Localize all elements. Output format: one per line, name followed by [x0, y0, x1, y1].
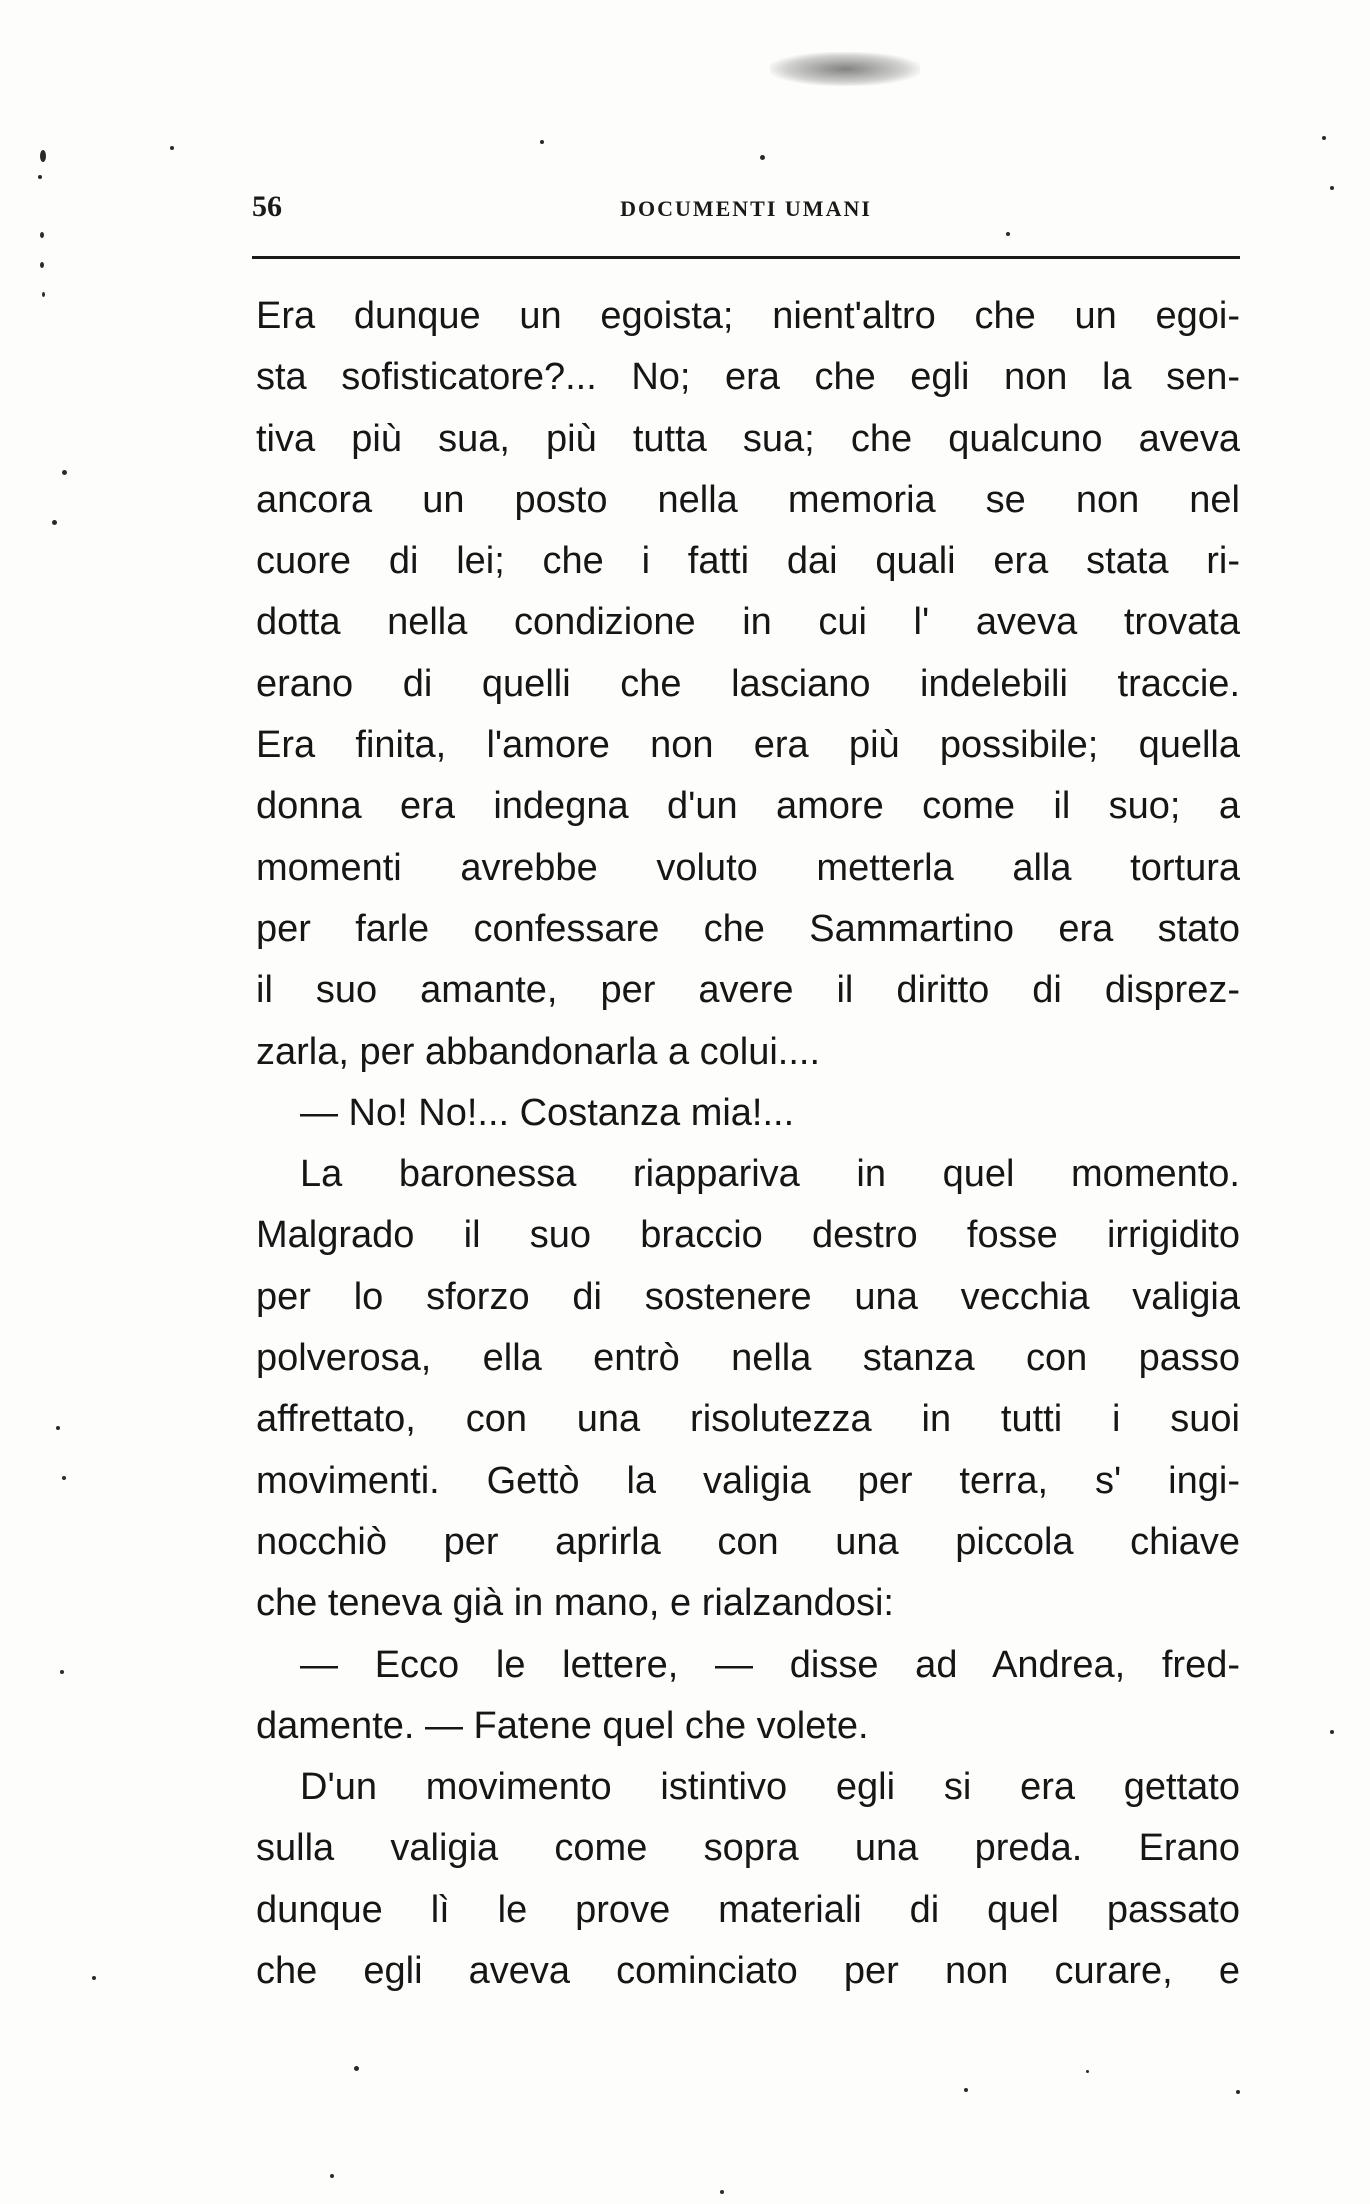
ink-smudge	[770, 52, 920, 86]
text-line: per farle confessare che Sammartino era stato	[256, 907, 1240, 950]
text-line: erano di quelli che lasciano indelebili traccie.	[256, 662, 1240, 705]
text-line: dotta nella condizione in cui l' aveva trovata	[256, 601, 1240, 644]
page-number: 56	[252, 190, 282, 223]
text-line: per lo sforzo di sostenere una vecchia valigia	[256, 1275, 1240, 1318]
text-line: damente. — Fatene quel che volete.	[256, 1704, 869, 1747]
text-line: Era finita, l'amore non era più possibile; quella	[256, 724, 1240, 767]
text-line: cuore di lei; che i fatti dai quali era stata ri-	[256, 540, 1240, 583]
paragraph-start-line: D'un movimento istintivo egli si era gettato	[300, 1766, 1240, 1809]
text-line: sta sofisticatore?... No; era che egli non la sen-	[256, 356, 1240, 399]
text-line: tiva più sua, più tutta sua; che qualcuno aveva	[256, 417, 1240, 460]
running-title: DOCUMENTI UMANI	[620, 196, 872, 221]
dialogue-line: — Ecco le lettere, — disse ad Andrea, fred-	[300, 1643, 1240, 1686]
text-line: che teneva già in mano, e rialzandosi:	[256, 1582, 894, 1625]
text-line: polverosa, ella entrò nella stanza con passo	[256, 1337, 1240, 1380]
text-line: movimenti. Gettò la valigia per terra, s' ingi-	[256, 1459, 1240, 1502]
text-line: Malgrado il suo braccio destro fosse irrigidito	[256, 1214, 1240, 1257]
text-line: che egli aveva cominciato per non curare, e	[256, 1950, 1240, 1993]
dialogue-line: — No! No!... Costanza mia!...	[300, 1091, 795, 1134]
text-line: momenti avrebbe voluto metterla alla tortura	[256, 846, 1240, 889]
text-line: nocchiò per aprirla con una piccola chiave	[256, 1520, 1240, 1563]
header-rule	[252, 256, 1240, 259]
text-line: ancora un posto nella memoria se non nel	[256, 478, 1240, 521]
text-line: dunque lì le prove materiali di quel passato	[256, 1888, 1240, 1931]
text-line: affrettato, con una risolutezza in tutti i suoi	[256, 1398, 1240, 1441]
text-line: donna era indegna d'un amore come il suo; a	[256, 785, 1240, 828]
text-line: zarla, per abbandonarla a colui....	[256, 1030, 821, 1073]
text-line: Era dunque un egoista; nient'altro che un egoi-	[256, 295, 1240, 337]
page-header	[252, 190, 1240, 238]
body-text	[256, 286, 1240, 2002]
paragraph-start-line: La baronessa riappariva in quel momento.	[300, 1153, 1240, 1196]
text-line: il suo amante, per avere il diritto di disprez-	[256, 969, 1240, 1012]
text-line: sulla valigia come sopra una preda. Erano	[256, 1827, 1240, 1870]
